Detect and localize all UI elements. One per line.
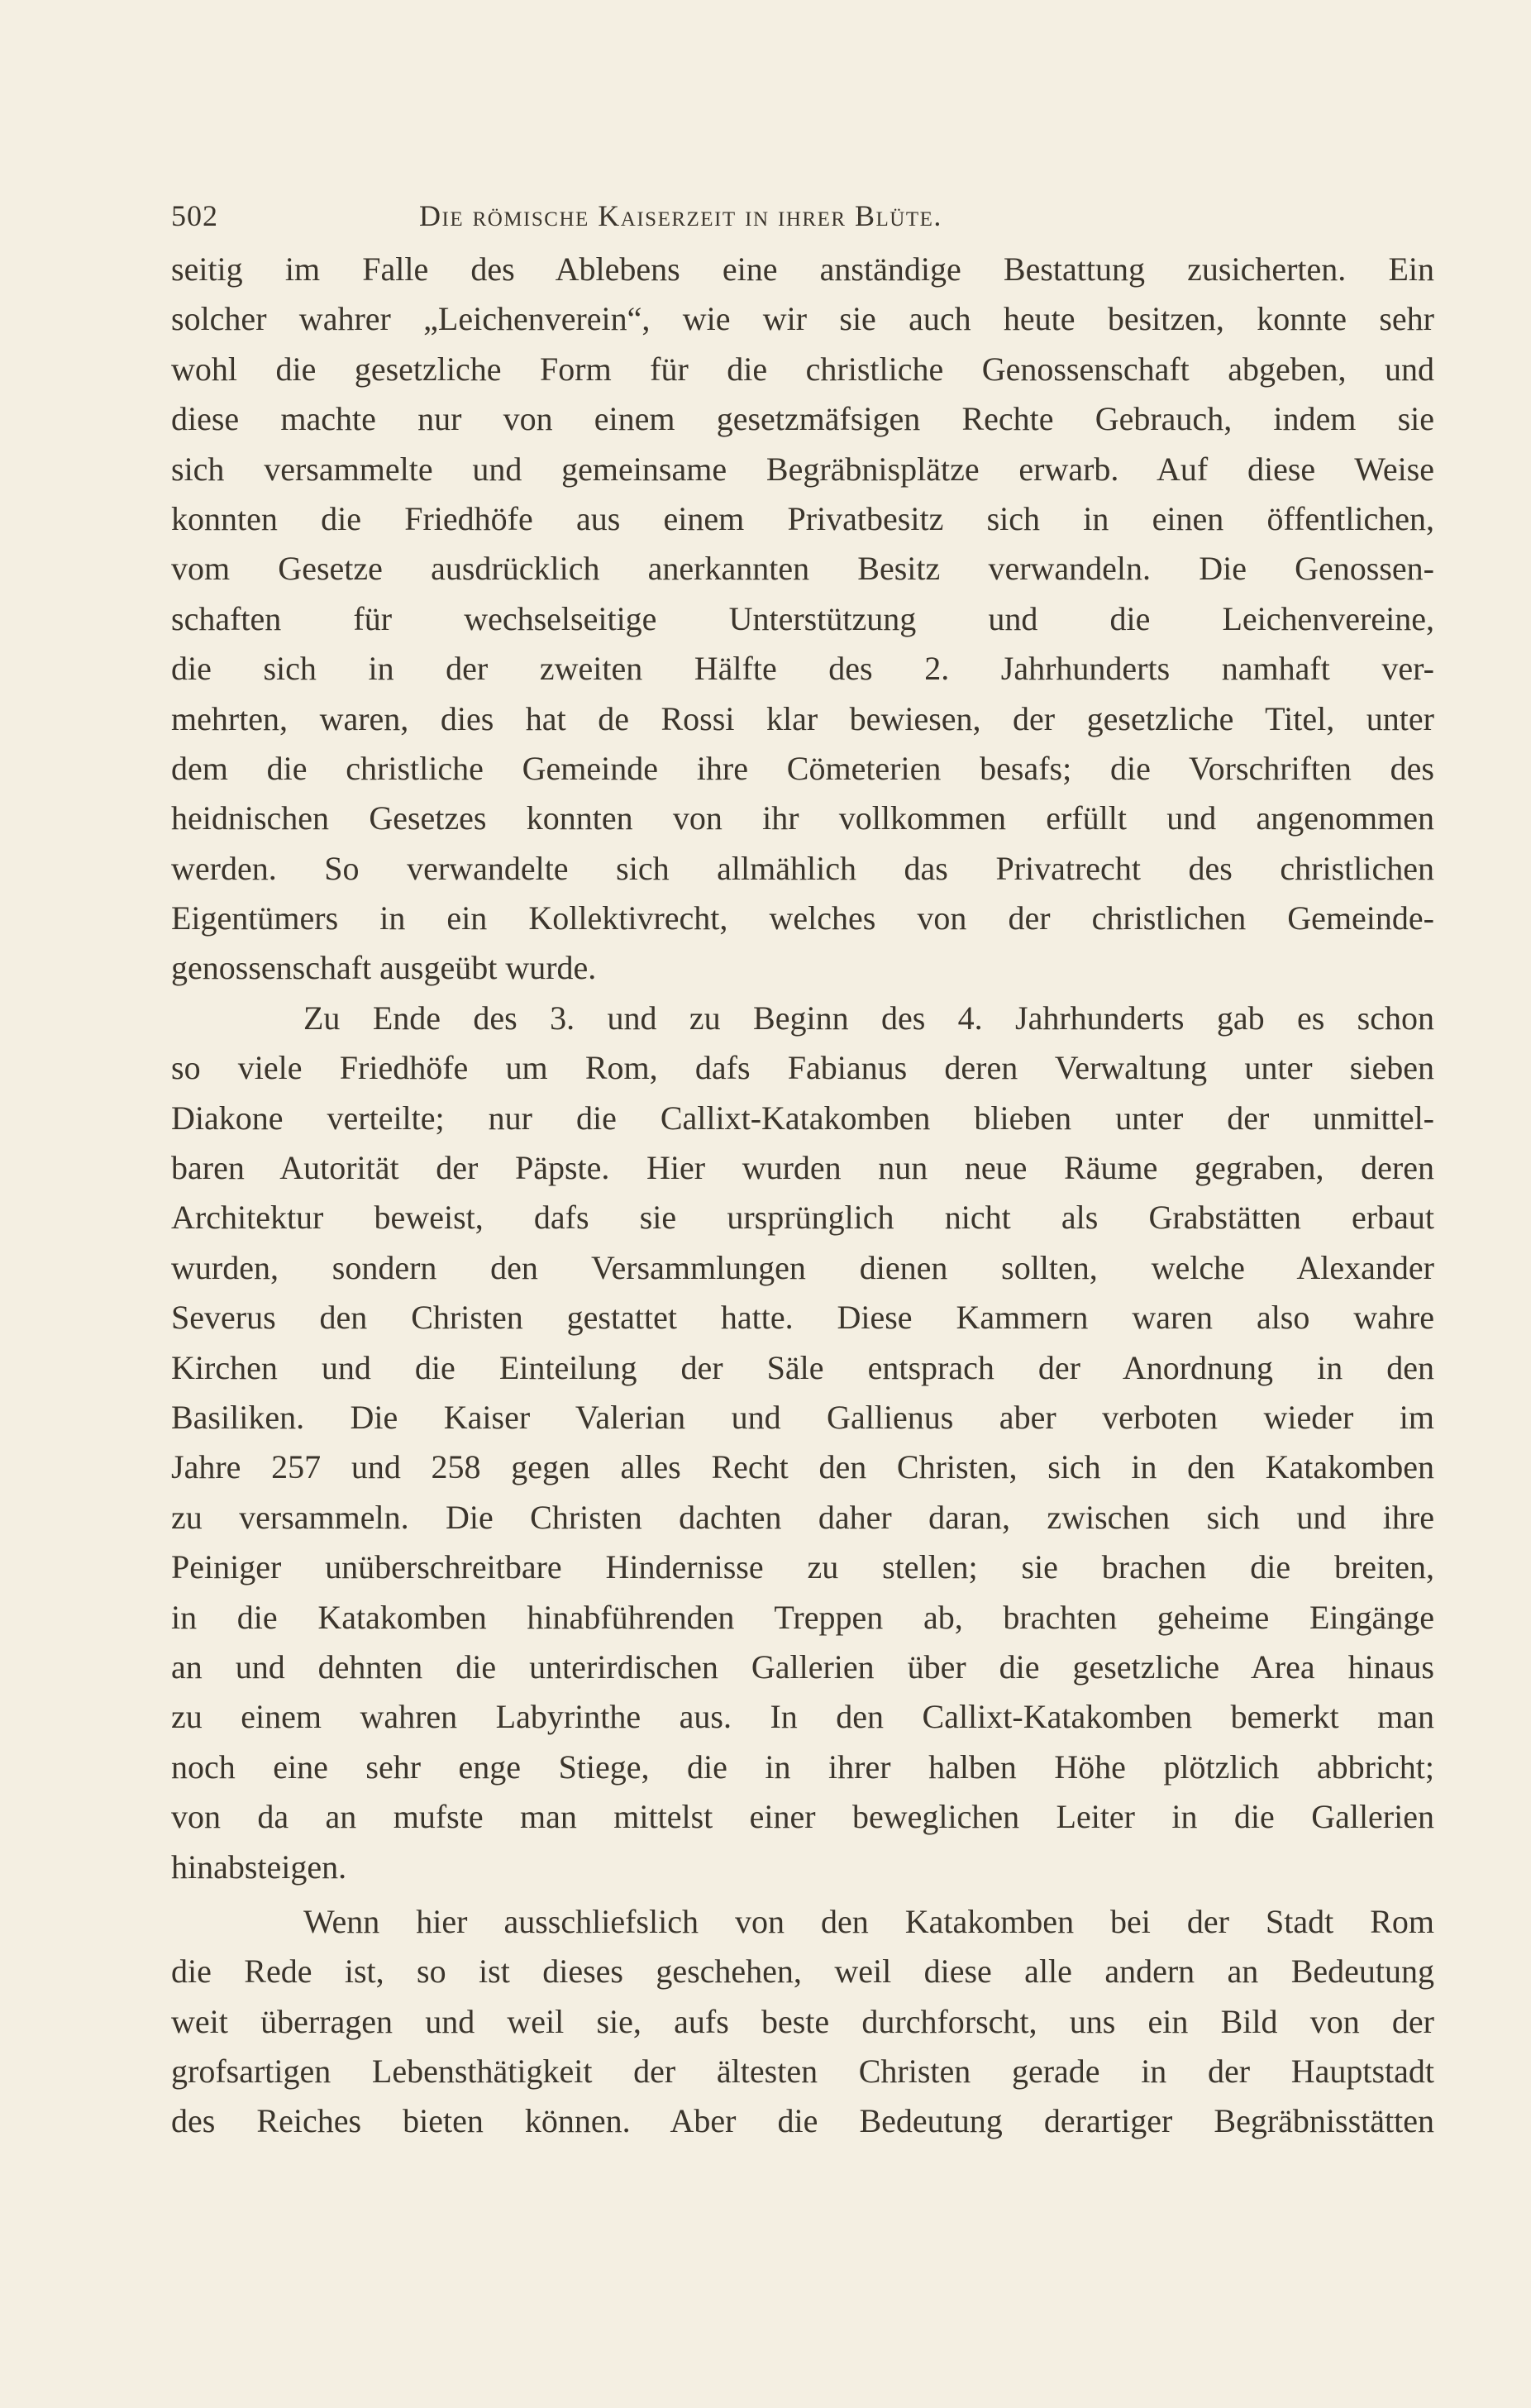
text-line: noch eine sehr enge Stiege, die in ihrer halben Höhe plötzlich abbricht; xyxy=(171,1748,1434,1786)
text-line: seitig im Falle des Ablebens eine anständige Bestattung zusicherten. Ein xyxy=(171,250,1434,288)
text-line: weit überragen und weil sie, aufs beste durchforscht, uns ein Bild von der xyxy=(171,2002,1434,2040)
text-line: so viele Friedhöfe um Rom, dafs Fabianus deren Verwaltung unter sieben xyxy=(171,1049,1434,1087)
text-line: diese machte nur von einem gesetzmäfsigen Rechte Gebrauch, indem sie xyxy=(171,400,1434,438)
text-line: vom Gesetze ausdrücklich anerkannten Besitz verwandeln. Die Genossen- xyxy=(171,550,1434,588)
running-title: Die römische Kaiserzeit in ihrer Blüte. xyxy=(419,199,942,232)
text-line: Jahre 257 und 258 gegen alles Recht den Christen, sich in den Katakomben xyxy=(171,1448,1434,1486)
text-line: grofsartigen Lebensthätigkeit der ältesten Christen gerade in der Hauptstadt xyxy=(171,2053,1434,2091)
text-line: werden. So verwandelte sich allmählich das Privatrecht des christlichen xyxy=(171,849,1434,887)
text-line: Zu Ende des 3. und zu Beginn des 4. Jahrhunderts gab es schon xyxy=(303,999,1434,1037)
paragraph-3 xyxy=(171,1897,1434,2147)
text-line: sich versammelte und gemeinsame Begräbnisplätze erwarb. Auf diese Weise xyxy=(171,450,1434,488)
text-line: hinabsteigen. xyxy=(171,1848,347,1886)
paragraph-1 xyxy=(171,245,1434,994)
text-line: an und dehnten die unterirdischen Gallerien über die gesetzliche Area hinaus xyxy=(171,1647,1434,1686)
text-line: heidnischen Gesetzes konnten von ihr vollkommen erfüllt und angenommen xyxy=(171,799,1434,837)
text-line: konnten die Friedhöfe aus einem Privatbesitz sich in einen öffentlichen, xyxy=(171,499,1434,537)
text-line: mehrten, waren, dies hat de Rossi klar bewiesen, der gesetzliche Titel, unter xyxy=(171,699,1434,737)
text-line: Kirchen und die Einteilung der Säle entsprach der Anordnung in den xyxy=(171,1348,1434,1386)
text-line: Diakone verteilte; nur die Callixt-Katakomben blieben unter der unmittel- xyxy=(171,1099,1434,1137)
text-line: solcher wahrer „Leichenverein“, wie wir sie auch heute besitzen, konnte sehr xyxy=(171,300,1434,338)
text-line: in die Katakomben hinabführenden Treppen ab, brachten geheime Eingänge xyxy=(171,1598,1434,1636)
text-line: wohl die gesetzliche Form für die christliche Genossenschaft abgeben, und xyxy=(171,350,1434,388)
text-line: genossenschaft ausgeübt wurde. xyxy=(171,949,597,987)
text-line: Peiniger unüberschreitbare Hindernisse zu stellen; sie brachen die breiten, xyxy=(171,1548,1434,1586)
body-text xyxy=(171,245,1434,2147)
text-line: wurden, sondern den Versammlungen dienen sollten, welche Alexander xyxy=(171,1248,1434,1286)
text-line: baren Autorität der Päpste. Hier wurden nun neue Räume gegraben, deren xyxy=(171,1149,1434,1187)
text-line: von da an mufste man mittelst einer beweglichen Leiter in die Gallerien xyxy=(171,1798,1434,1836)
text-line: des Reiches bieten können. Aber die Bedeutung derartiger Begräbnisstätten xyxy=(171,2102,1434,2140)
text-line: die Rede ist, so ist dieses geschehen, weil diese alle andern an Bedeutung xyxy=(171,1953,1434,1991)
text-line: Wenn hier ausschliefslich von den Katakomben bei der Stadt Rom xyxy=(303,1902,1434,1940)
text-line: schaften für wechselseitige Unterstützung und die Leichenvereine, xyxy=(171,599,1434,637)
text-line: dem die christliche Gemeinde ihre Cömeterien besafs; die Vorschriften des xyxy=(171,749,1434,787)
running-head xyxy=(171,198,1436,240)
text-line: Architektur beweist, dafs sie ursprünglich nicht als Grabstätten erbaut xyxy=(171,1199,1434,1237)
page-number: 502 xyxy=(171,199,218,232)
text-line: Severus den Christen gestattet hatte. Diese Kammern waren also wahre xyxy=(171,1299,1434,1337)
text-line: die sich in der zweiten Hälfte des 2. Jahrhunderts namhaft ver- xyxy=(171,650,1434,688)
text-line: zu versammeln. Die Christen dachten daher daran, zwischen sich und ihre xyxy=(171,1498,1434,1536)
text-line: Basiliken. Die Kaiser Valerian und Gallienus aber verboten wieder im xyxy=(171,1398,1434,1436)
text-line: Eigentümers in ein Kollektivrecht, welches von der christlichen Gemeinde- xyxy=(171,899,1434,937)
paragraph-2 xyxy=(171,994,1434,1892)
text-line: zu einem wahren Labyrinthe aus. In den Callixt-Katakomben bemerkt man xyxy=(171,1698,1434,1736)
